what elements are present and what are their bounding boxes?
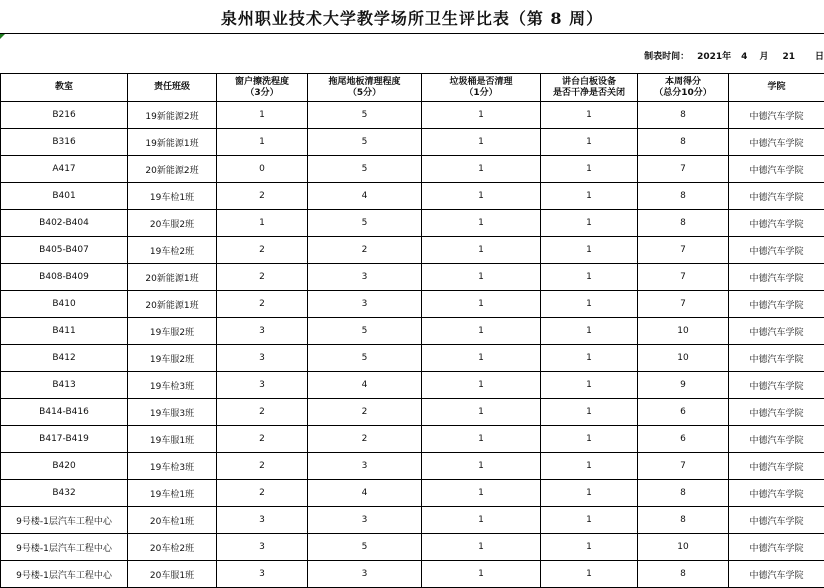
table-row (1, 372, 824, 399)
cell-window[interactable]: 3 (217, 318, 308, 345)
cell-window[interactable]: 2 (217, 291, 308, 318)
cell-window[interactable]: 2 (217, 183, 308, 210)
cell-floor[interactable]: 5 (308, 129, 422, 156)
cell-score[interactable]: 10 (638, 534, 729, 561)
table-row (1, 345, 824, 372)
cell-window[interactable]: 2 (217, 399, 308, 426)
cell-window[interactable]: 1 (217, 129, 308, 156)
cell-score[interactable]: 7 (638, 453, 729, 480)
cell-podium[interactable]: 1 (541, 480, 638, 507)
cell-classroom[interactable]: B316 (1, 129, 128, 156)
cell-college[interactable]: 中德汽车学院 (729, 129, 824, 156)
cell-window[interactable]: 1 (217, 102, 308, 129)
cell-trash[interactable]: 1 (422, 345, 541, 372)
cell-floor[interactable]: 3 (308, 291, 422, 318)
cell-floor[interactable]: 5 (308, 534, 422, 561)
table-row (1, 426, 824, 453)
title-divider (0, 33, 824, 34)
cell-comment-marker (0, 34, 5, 39)
cell-college[interactable]: 中德汽车学院 (729, 264, 824, 291)
cell-window[interactable]: 3 (217, 561, 308, 588)
sheet-title: 泉州职业技术大学教学场所卫生评比表（第 8 周） (220, 9, 604, 28)
cell-class[interactable]: 20车服1班 (128, 561, 217, 588)
cell-floor[interactable]: 5 (308, 102, 422, 129)
cell-floor[interactable]: 3 (308, 507, 422, 534)
cell-class[interactable]: 20新能源2班 (128, 156, 217, 183)
cell-classroom[interactable]: B401 (1, 183, 128, 210)
cell-trash[interactable]: 1 (422, 129, 541, 156)
cell-class[interactable]: 19车服3班 (128, 399, 217, 426)
table-row (1, 237, 824, 264)
cell-classroom[interactable]: B414-B416 (1, 399, 128, 426)
cell-score[interactable]: 8 (638, 102, 729, 129)
cell-score[interactable]: 8 (638, 129, 729, 156)
table-row (1, 534, 824, 561)
cell-trash[interactable]: 1 (422, 480, 541, 507)
cell-class[interactable]: 19新能源1班 (128, 129, 217, 156)
cell-podium[interactable]: 1 (541, 534, 638, 561)
cell-class[interactable]: 19车服2班 (128, 345, 217, 372)
table-row (1, 183, 824, 210)
cell-class[interactable]: 19车检2班 (128, 237, 217, 264)
cell-floor[interactable]: 5 (308, 210, 422, 237)
cell-trash[interactable]: 1 (422, 102, 541, 129)
cell-trash[interactable]: 1 (422, 372, 541, 399)
cell-podium[interactable]: 1 (541, 237, 638, 264)
cell-podium[interactable]: 1 (541, 156, 638, 183)
cell-college[interactable]: 中德汽车学院 (729, 156, 824, 183)
cell-college[interactable]: 中德汽车学院 (729, 399, 824, 426)
cell-college[interactable]: 中德汽车学院 (729, 210, 824, 237)
cell-college[interactable]: 中德汽车学院 (729, 183, 824, 210)
hygiene-table (0, 73, 824, 588)
cell-classroom[interactable]: B417-B419 (1, 426, 128, 453)
table-row (1, 291, 824, 318)
cell-floor[interactable]: 4 (308, 480, 422, 507)
cell-classroom[interactable]: B411 (1, 318, 128, 345)
cell-class[interactable]: 20车服2班 (128, 210, 217, 237)
cell-floor[interactable]: 2 (308, 399, 422, 426)
cell-window[interactable]: 1 (217, 210, 308, 237)
cell-podium[interactable]: 1 (541, 345, 638, 372)
cell-class[interactable]: 20新能源1班 (128, 264, 217, 291)
col-header-college[interactable]: 学院 (729, 74, 824, 102)
cell-score[interactable]: 10 (638, 345, 729, 372)
cell-classroom[interactable]: B216 (1, 102, 128, 129)
cell-score[interactable]: 7 (638, 237, 729, 264)
cell-score[interactable]: 6 (638, 426, 729, 453)
date-line (644, 49, 824, 61)
cell-class[interactable]: 19车检1班 (128, 480, 217, 507)
table-row (1, 480, 824, 507)
table-row (1, 561, 824, 588)
table-row (1, 453, 824, 480)
cell-trash[interactable]: 1 (422, 183, 541, 210)
cell-floor[interactable]: 2 (308, 426, 422, 453)
date-year: 2021年 (697, 52, 732, 62)
cell-college[interactable]: 中德汽车学院 (729, 237, 824, 264)
cell-podium[interactable]: 1 (541, 453, 638, 480)
date-label: 制表时间： (644, 52, 690, 62)
cell-score[interactable]: 9 (638, 372, 729, 399)
cell-college[interactable]: 中德汽车学院 (729, 345, 824, 372)
cell-trash[interactable]: 1 (422, 264, 541, 291)
col-header-class[interactable]: 责任班级 (128, 74, 217, 102)
cell-classroom[interactable]: B412 (1, 345, 128, 372)
col-header-window[interactable]: 窗户擦洗程度 （3分） (217, 74, 308, 102)
cell-class[interactable]: 19新能源2班 (128, 102, 217, 129)
cell-classroom[interactable]: B405-B407 (1, 237, 128, 264)
cell-college[interactable]: 中德汽车学院 (729, 102, 824, 129)
cell-college[interactable]: 中德汽车学院 (729, 561, 824, 588)
cell-score[interactable]: 6 (638, 399, 729, 426)
cell-score[interactable]: 8 (638, 561, 729, 588)
cell-podium[interactable]: 1 (541, 507, 638, 534)
cell-podium[interactable]: 1 (541, 561, 638, 588)
cell-podium[interactable]: 1 (541, 210, 638, 237)
cell-window[interactable]: 2 (217, 453, 308, 480)
cell-class[interactable]: 19车服1班 (128, 426, 217, 453)
cell-floor[interactable]: 3 (308, 453, 422, 480)
cell-floor[interactable]: 5 (308, 318, 422, 345)
cell-window[interactable]: 0 (217, 156, 308, 183)
cell-college[interactable]: 中德汽车学院 (729, 372, 824, 399)
cell-classroom[interactable]: B420 (1, 453, 128, 480)
cell-class[interactable]: 20车检1班 (128, 507, 217, 534)
cell-class[interactable]: 19车检1班 (128, 183, 217, 210)
date-month: 4 (741, 52, 748, 62)
col-header-trash[interactable]: 垃圾桶是否清理 （1分） (422, 74, 541, 102)
date-day-unit: 日 (814, 52, 824, 62)
cell-college[interactable]: 中德汽车学院 (729, 453, 824, 480)
cell-class[interactable]: 19车检3班 (128, 372, 217, 399)
cell-college[interactable]: 中德汽车学院 (729, 507, 824, 534)
cell-floor[interactable]: 2 (308, 237, 422, 264)
cell-trash[interactable]: 1 (422, 507, 541, 534)
cell-floor[interactable]: 4 (308, 372, 422, 399)
cell-trash[interactable]: 1 (422, 453, 541, 480)
cell-college[interactable]: 中德汽车学院 (729, 318, 824, 345)
cell-score[interactable]: 10 (638, 318, 729, 345)
cell-trash[interactable]: 1 (422, 399, 541, 426)
cell-trash[interactable]: 1 (422, 534, 541, 561)
cell-classroom[interactable]: B402-B404 (1, 210, 128, 237)
cell-podium[interactable]: 1 (541, 183, 638, 210)
table-row (1, 102, 824, 129)
cell-trash[interactable]: 1 (422, 318, 541, 345)
cell-class[interactable]: 19车服2班 (128, 318, 217, 345)
table-row (1, 210, 824, 237)
cell-college[interactable]: 中德汽车学院 (729, 534, 824, 561)
cell-classroom[interactable]: B410 (1, 291, 128, 318)
cell-college[interactable]: 中德汽车学院 (729, 426, 824, 453)
cell-floor[interactable]: 5 (308, 345, 422, 372)
cell-floor[interactable]: 5 (308, 156, 422, 183)
cell-classroom[interactable]: A417 (1, 156, 128, 183)
cell-window[interactable]: 3 (217, 345, 308, 372)
cell-trash[interactable]: 1 (422, 156, 541, 183)
table-body (1, 102, 824, 588)
cell-classroom[interactable]: 9号楼-1层汽车工程中心 (1, 507, 128, 534)
cell-trash[interactable]: 1 (422, 561, 541, 588)
cell-window[interactable]: 2 (217, 237, 308, 264)
cell-score[interactable]: 7 (638, 264, 729, 291)
cell-score[interactable]: 7 (638, 156, 729, 183)
cell-window[interactable]: 2 (217, 264, 308, 291)
cell-score[interactable]: 8 (638, 507, 729, 534)
cell-trash[interactable]: 1 (422, 291, 541, 318)
cell-podium[interactable]: 1 (541, 399, 638, 426)
cell-class[interactable]: 20车检2班 (128, 534, 217, 561)
table-row (1, 399, 824, 426)
cell-podium[interactable]: 1 (541, 102, 638, 129)
date-day: 21 (782, 52, 795, 62)
cell-floor[interactable]: 3 (308, 561, 422, 588)
table-row (1, 264, 824, 291)
cell-window[interactable]: 3 (217, 372, 308, 399)
cell-window[interactable]: 2 (217, 480, 308, 507)
cell-podium[interactable]: 1 (541, 264, 638, 291)
col-header-floor[interactable]: 拖尾地板清理程度 （5分） (308, 74, 422, 102)
cell-classroom[interactable]: B408-B409 (1, 264, 128, 291)
cell-classroom[interactable]: B432 (1, 480, 128, 507)
cell-window[interactable]: 2 (217, 426, 308, 453)
cell-score[interactable]: 8 (638, 210, 729, 237)
cell-score[interactable]: 8 (638, 183, 729, 210)
cell-trash[interactable]: 1 (422, 210, 541, 237)
cell-window[interactable]: 3 (217, 507, 308, 534)
table-row (1, 318, 824, 345)
table-row (1, 156, 824, 183)
cell-classroom[interactable]: 9号楼-1层汽车工程中心 (1, 534, 128, 561)
cell-trash[interactable]: 1 (422, 237, 541, 264)
col-header-score[interactable]: 本周得分 （总分10分） (638, 74, 729, 102)
date-month-unit: 月 (759, 52, 769, 62)
col-header-classroom[interactable]: 教室 (1, 74, 128, 102)
cell-trash[interactable]: 1 (422, 426, 541, 453)
cell-classroom[interactable]: B413 (1, 372, 128, 399)
cell-score[interactable]: 7 (638, 291, 729, 318)
cell-floor[interactable]: 3 (308, 264, 422, 291)
cell-podium[interactable]: 1 (541, 291, 638, 318)
cell-college[interactable]: 中德汽车学院 (729, 480, 824, 507)
cell-college[interactable]: 中德汽车学院 (729, 291, 824, 318)
cell-podium[interactable]: 1 (541, 372, 638, 399)
cell-score[interactable]: 8 (638, 480, 729, 507)
header-row (1, 74, 824, 102)
cell-window[interactable]: 3 (217, 534, 308, 561)
cell-class[interactable]: 20新能源1班 (128, 291, 217, 318)
cell-podium[interactable]: 1 (541, 129, 638, 156)
table-row (1, 507, 824, 534)
col-header-podium[interactable]: 讲台白板设备 是否干净是否关闭 (541, 74, 638, 102)
table-row (1, 129, 824, 156)
cell-classroom[interactable]: 9号楼-1层汽车工程中心 (1, 561, 128, 588)
cell-floor[interactable]: 4 (308, 183, 422, 210)
cell-class[interactable]: 19车检3班 (128, 453, 217, 480)
cell-podium[interactable]: 1 (541, 426, 638, 453)
cell-podium[interactable]: 1 (541, 318, 638, 345)
